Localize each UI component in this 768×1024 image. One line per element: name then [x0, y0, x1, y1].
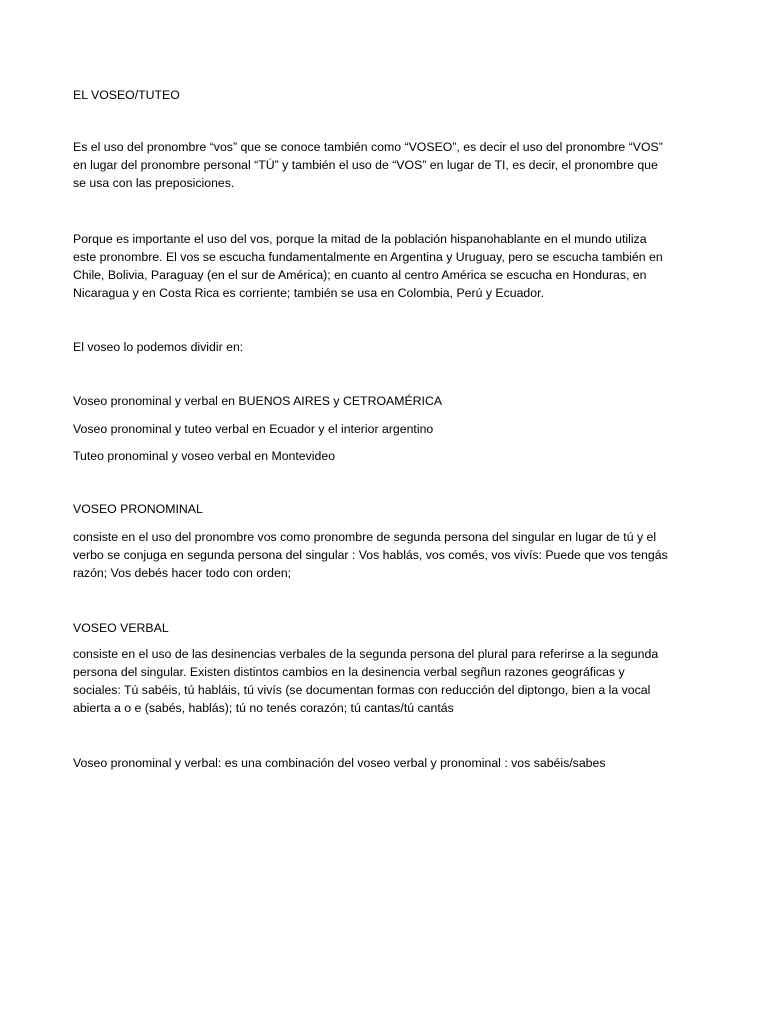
- intro-paragraph: [73, 138, 695, 192]
- intro-line: se usa con las preposiciones.: [73, 176, 235, 190]
- document-title: EL VOSEO/TUTEO: [73, 88, 180, 102]
- pronominal-heading: VOSEO PRONOMINAL: [73, 502, 203, 516]
- pronominal-line: consiste en el uso del pronombre vos como pronombre de segunda persona del singular en lugar de tú y el: [73, 530, 657, 544]
- division-item-1: Voseo pronominal y verbal en BUENOS AIRES y CETROAMÉRICA: [73, 394, 443, 408]
- intro-line: en lugar del pronombre personal “TÚ” y también el uso de “VOS” en lugar de TI, es decir, el pronombre que: [73, 158, 658, 172]
- pronominal-line: razón; Vos debés hacer todo con orden;: [73, 566, 292, 580]
- intro-line: Es el uso del pronombre “vos” que se conoce también como “VOSEO”, es decir el uso del pronombre “VOS”: [73, 140, 663, 154]
- importance-line: Porque es importante el uso del vos, porque la mitad de la población hispanohablante en el mundo utiliza: [73, 232, 647, 246]
- importance-line: este pronombre. El vos se escucha fundamentalmente en Argentina y Uruguay, pero se escucha también en: [73, 250, 663, 264]
- division-item-3: Tuteo pronominal y voseo verbal en Montevideo: [73, 449, 336, 463]
- importance-line: Chile, Bolivia, Paraguay (en el sur de América); en cuanto al centro América se escucha en Honduras, en: [73, 268, 647, 282]
- pronominal-paragraph: [73, 528, 695, 582]
- verbal-line: abierta a o e (sabés, hablás); tú no tenés corazón; tú cantas/tú cantás: [73, 701, 454, 715]
- combined-definition: Voseo pronominal y verbal: es una combinación del voseo verbal y pronominal : vos sabéis/sabes: [73, 756, 606, 770]
- verbal-paragraph: [73, 645, 695, 717]
- verbal-line: persona del singular. Existen distintos cambios en la desinencia verbal segñun razones geográficas y: [73, 665, 625, 679]
- verbal-heading: VOSEO VERBAL: [73, 621, 169, 635]
- pronominal-line: verbo se conjuga en segunda persona del singular : Vos hablás, vos comés, vos vivís: Puede que vos tengás: [73, 548, 668, 562]
- verbal-line: sociales: Tú sabéis, tú habláis, tú vivís (se documentan formas con reducción del diptongo, bien a la vocal: [73, 683, 651, 697]
- importance-line: Nicaragua y en Costa Rica es corriente; también se usa en Colombia, Perú y Ecuador.: [73, 286, 544, 300]
- importance-paragraph: [73, 230, 695, 302]
- division-intro: El voseo lo podemos dividir en:: [73, 340, 244, 354]
- verbal-line: consiste en el uso de las desinencias verbales de la segunda persona del plural para referirse a la segunda: [73, 647, 659, 661]
- division-item-2: Voseo pronominal y tuteo verbal en Ecuador y el interior argentino: [73, 422, 434, 436]
